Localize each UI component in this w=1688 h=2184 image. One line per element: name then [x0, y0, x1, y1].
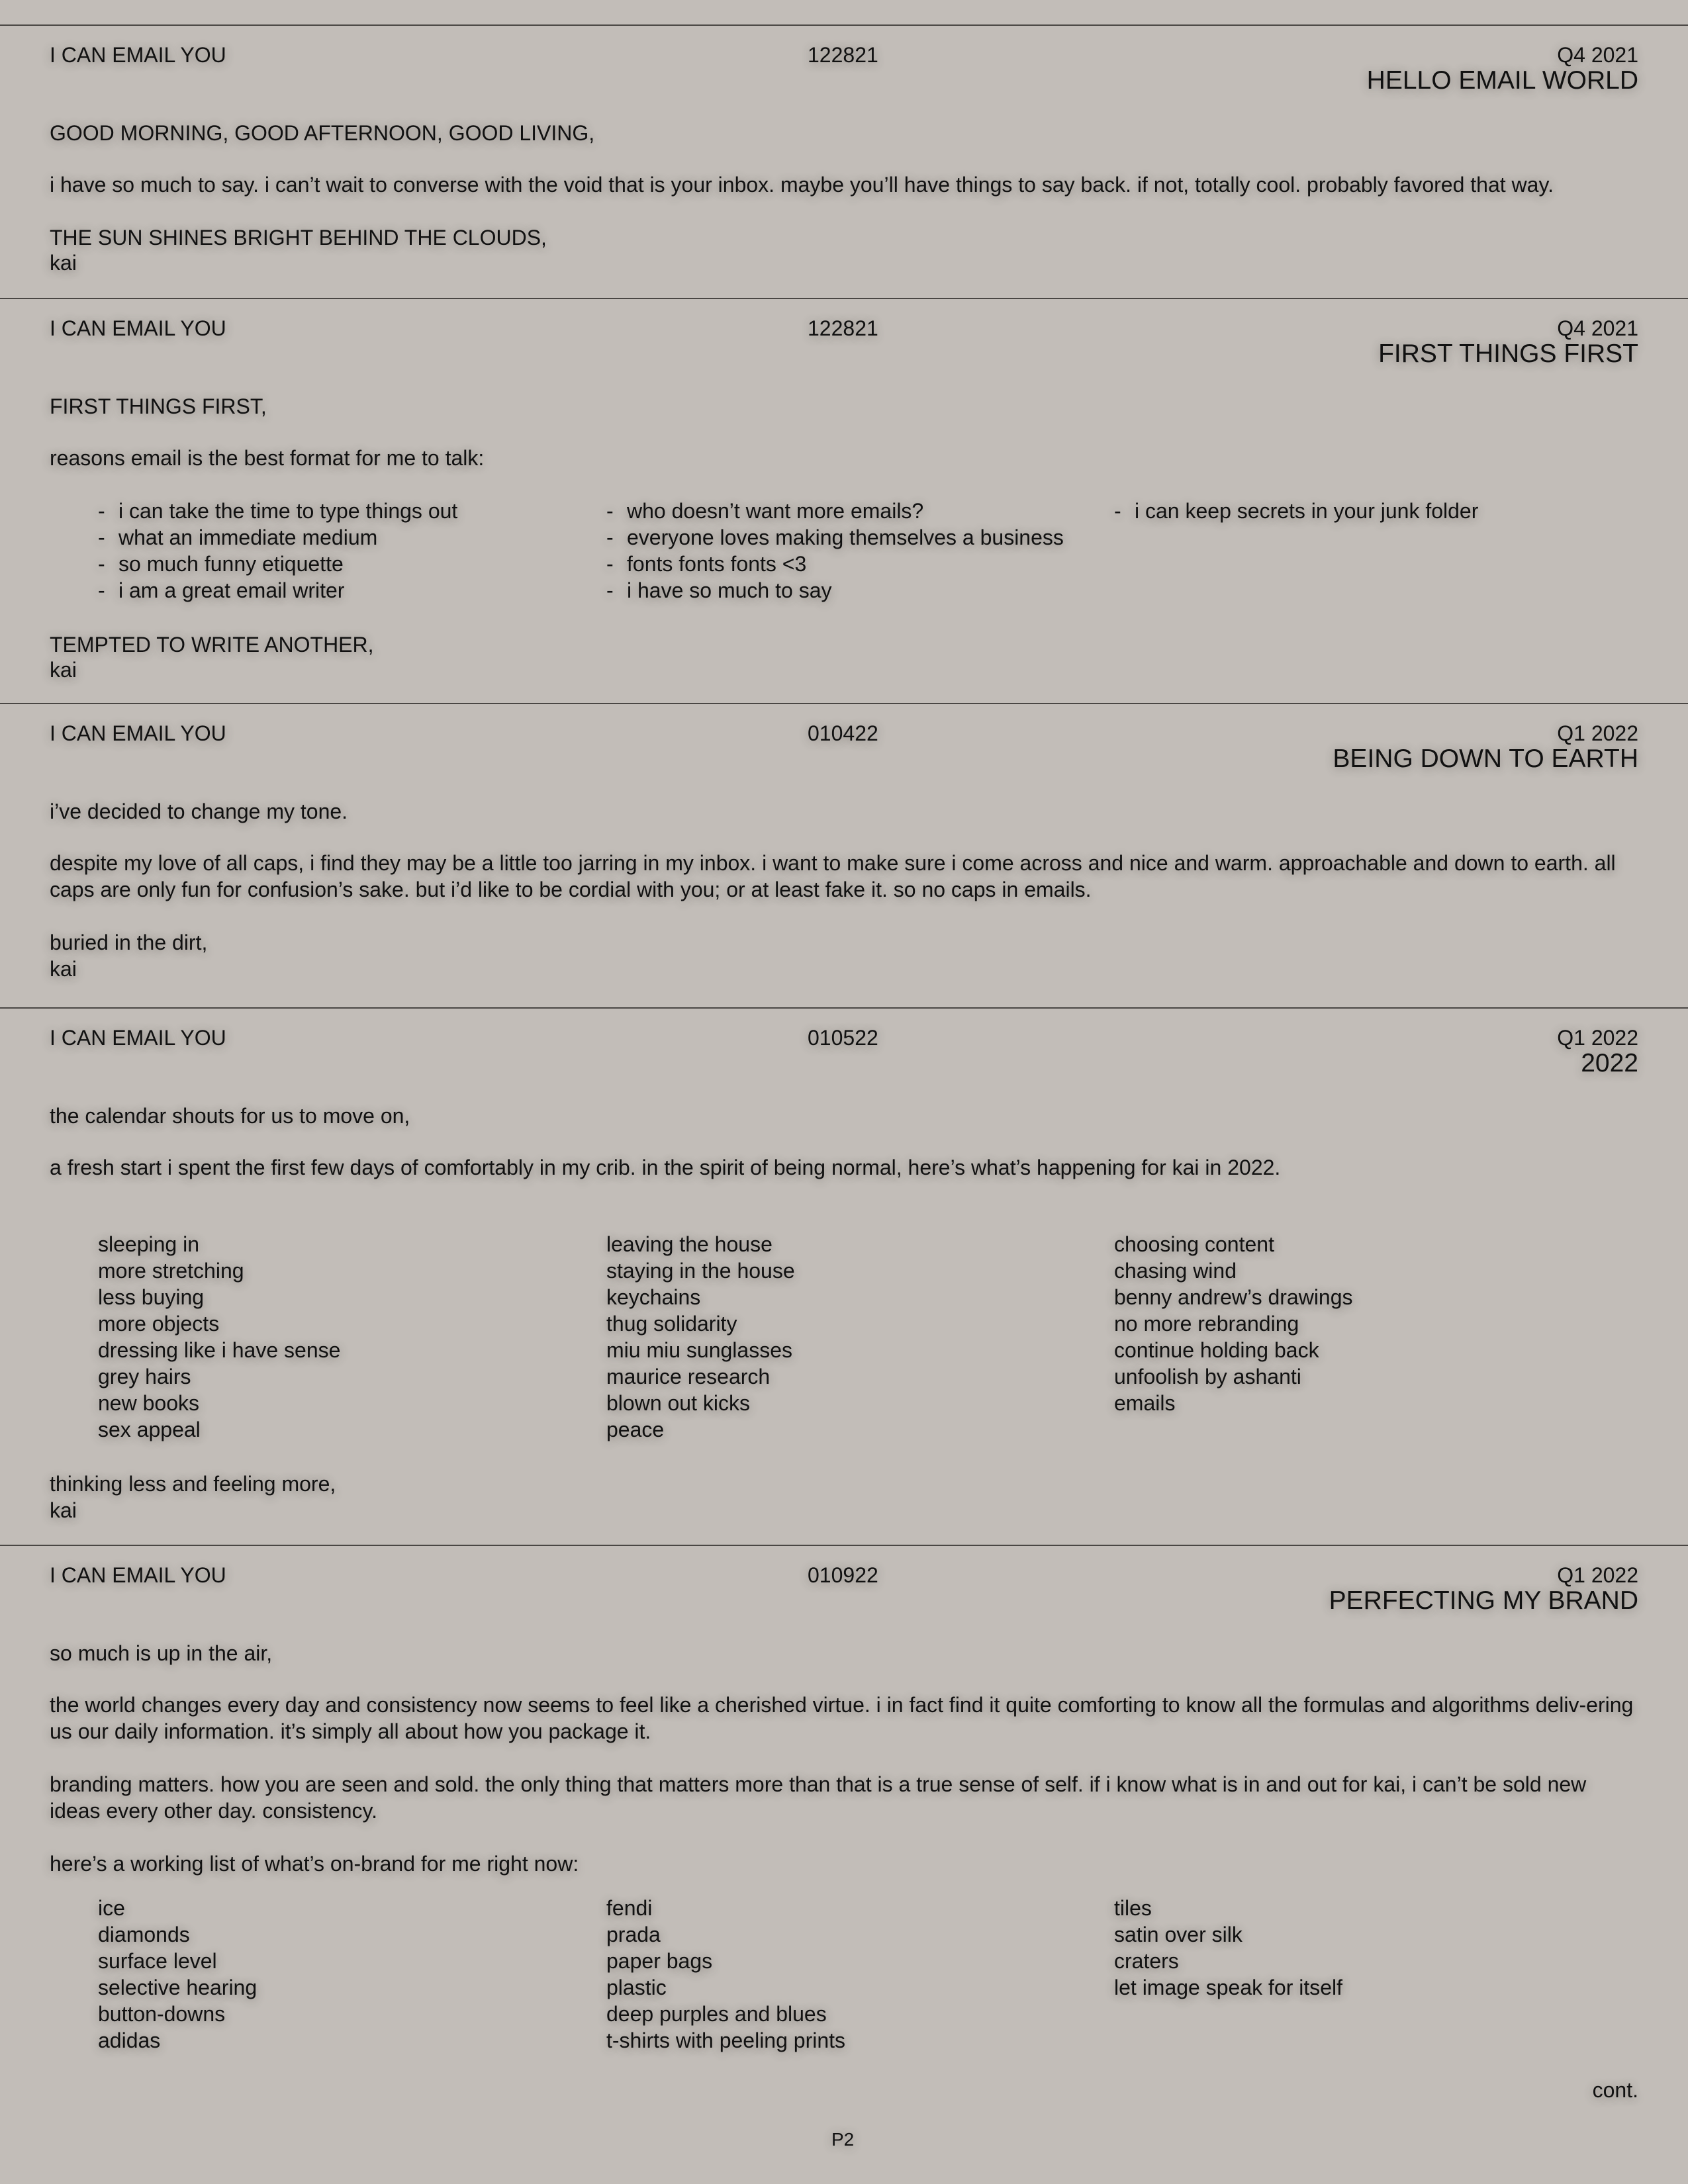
list-item: tiles — [1114, 1896, 1152, 1920]
list-item: - i am a great email writer — [98, 577, 457, 604]
signoff: THE SUN SHINES BRIGHT BEHIND THE CLOUDS, — [50, 226, 547, 250]
section-header — [0, 42, 1688, 68]
list-item: adidas — [98, 2028, 161, 2052]
list-item: satin over silk — [1114, 1923, 1243, 1946]
list-item: - i can take the time to type things out — [98, 498, 457, 524]
email-title: HELLO EMAIL WORLD — [1366, 66, 1638, 95]
signature-name: kai — [50, 957, 77, 981]
intro-text: here’s a working list of what’s on-brand for me right now: — [50, 1852, 579, 1876]
list-item: new books — [98, 1391, 199, 1415]
body-text: the world changes every day and consistency now seems to feel like a cherished virtue. i in fact find it quite comforting to know all the formulas and algorithms deliv-ering us our daily information. it’s simply all about how you package it. — [50, 1693, 1634, 1743]
date-code: 122821 — [808, 43, 878, 67]
body-text: despite my love of all caps, i find they may be a little too jarring in my inbox. i want to make sure i come across and nice and warm. approachable and down to earth. all caps are only fun for confusion’s sake. but i’d like to be cordial with you; or at least fake it. so no caps in emails. — [50, 851, 1616, 901]
list-item: diamonds — [98, 1923, 190, 1946]
signoff: thinking less and feeling more, — [50, 1472, 336, 1496]
section-header — [0, 1024, 1688, 1051]
list-item: staying in the house — [606, 1259, 795, 1283]
list-item: emails — [1114, 1391, 1176, 1415]
email-section-2022 — [0, 1007, 1688, 1545]
quarter-label: Q1 2022 — [1557, 721, 1638, 745]
section-header — [0, 1562, 1688, 1588]
quarter-label: Q4 2021 — [1557, 316, 1638, 340]
list-item: fendi — [606, 1896, 653, 1920]
list-item: choosing content — [1114, 1232, 1274, 1256]
brand-label: I CAN EMAIL YOU — [50, 721, 226, 745]
plans-list-col3 — [1114, 1231, 1353, 1416]
date-code: 122821 — [808, 316, 878, 340]
reasons-list-col1 — [98, 498, 457, 604]
email-title: PERFECTING MY BRAND — [1329, 1586, 1638, 1615]
greeting: the calendar shouts for us to move on, — [50, 1104, 410, 1128]
list-item: - i can keep secrets in your junk folder — [1114, 498, 1478, 524]
signature-name: kai — [50, 658, 77, 682]
list-item: blown out kicks — [606, 1391, 750, 1415]
body-text: a fresh start i spent the first few days of comfortably in my crib. in the spirit of being normal, here’s what’s happening for kai in 2022. — [50, 1156, 1281, 1179]
list-item: less buying — [98, 1285, 205, 1309]
list-item: sex appeal — [98, 1418, 201, 1441]
list-item: unfoolish by ashanti — [1114, 1365, 1301, 1388]
quarter-label: Q1 2022 — [1557, 1563, 1638, 1587]
list-item: surface level — [98, 1949, 217, 1973]
list-item: plastic — [606, 1976, 667, 1999]
date-code: 010922 — [808, 1563, 878, 1587]
reasons-list-col3 — [1114, 498, 1478, 524]
list-item: chasing wind — [1114, 1259, 1237, 1283]
list-item: button-downs — [98, 2002, 226, 2026]
brand-list-col1 — [98, 1895, 257, 2054]
list-item: sleeping in — [98, 1232, 199, 1256]
list-item: craters — [1114, 1949, 1179, 1973]
greeting: FIRST THINGS FIRST, — [50, 394, 267, 418]
list-item: thug solidarity — [606, 1312, 737, 1336]
brand-list-col2 — [606, 1895, 845, 2054]
email-title: 2022 — [1581, 1049, 1638, 1077]
list-item: let image speak for itself — [1114, 1976, 1343, 1999]
reasons-list-col2 — [606, 498, 1064, 604]
list-item: leaving the house — [606, 1232, 773, 1256]
email-section-brand — [0, 1545, 1688, 2184]
plans-list-col2 — [606, 1231, 795, 1443]
date-code: 010522 — [808, 1026, 878, 1050]
signoff: TEMPTED TO WRITE ANOTHER, — [50, 633, 374, 657]
brand-label: I CAN EMAIL YOU — [50, 43, 226, 67]
list-item: miu miu sunglasses — [606, 1338, 792, 1362]
brand-list-col3 — [1114, 1895, 1342, 2001]
list-item: peace — [606, 1418, 665, 1441]
email-title: FIRST THINGS FIRST — [1378, 340, 1638, 368]
date-code: 010422 — [808, 721, 878, 745]
signoff: buried in the dirt, — [50, 931, 208, 954]
list-item: keychains — [606, 1285, 701, 1309]
signature-name: kai — [50, 1498, 77, 1522]
continued-label: cont. — [1592, 2078, 1638, 2102]
body-text: i have so much to say. i can’t wait to converse with the void that is your inbox. maybe you’ll have things to say back. if not, totally cool. probably favored that way. — [50, 173, 1554, 197]
email-section-down-to-earth — [0, 703, 1688, 1007]
greeting: GOOD MORNING, GOOD AFTERNOON, GOOD LIVING, — [50, 121, 595, 145]
page-number: P2 — [831, 2129, 855, 2150]
list-item: more objects — [98, 1312, 220, 1336]
list-item: no more rebranding — [1114, 1312, 1299, 1336]
section-header — [0, 720, 1688, 747]
list-item: benny andrew’s drawings — [1114, 1285, 1353, 1309]
list-item: ice — [98, 1896, 125, 1920]
list-item: prada — [606, 1923, 661, 1946]
quarter-label: Q1 2022 — [1557, 1026, 1638, 1050]
list-item: maurice research — [606, 1365, 771, 1388]
list-item: - who doesn’t want more emails? — [606, 498, 1064, 524]
list-item: selective hearing — [98, 1976, 258, 1999]
greeting: so much is up in the air, — [50, 1641, 273, 1665]
email-section-hello — [0, 24, 1688, 298]
list-item: - fonts fonts fonts <3 — [606, 551, 1064, 577]
list-item: grey hairs — [98, 1365, 191, 1388]
brand-label: I CAN EMAIL YOU — [50, 316, 226, 340]
email-section-first-things — [0, 298, 1688, 703]
list-item: - i have so much to say — [606, 577, 1064, 604]
brand-label: I CAN EMAIL YOU — [50, 1563, 226, 1587]
section-header — [0, 315, 1688, 341]
body-text-2: branding matters. how you are seen and sold. the only thing that matters more than that is a true sense of self. if i know what is in and out for kai, i can’t be sold new ideas every other day. consistency. — [50, 1772, 1587, 1823]
list-item: t-shirts with peeling prints — [606, 2028, 846, 2052]
list-item: - so much funny etiquette — [98, 551, 457, 577]
list-item: more stretching — [98, 1259, 244, 1283]
signature-name: kai — [50, 251, 77, 275]
list-item: paper bags — [606, 1949, 713, 1973]
list-item: dressing like i have sense — [98, 1338, 341, 1362]
quarter-label: Q4 2021 — [1557, 43, 1638, 67]
list-item: - everyone loves making themselves a business — [606, 524, 1064, 551]
list-item: deep purples and blues — [606, 2002, 827, 2026]
intro-text: reasons email is the best format for me to talk: — [50, 446, 485, 470]
plans-list-col1 — [98, 1231, 340, 1443]
list-item: continue holding back — [1114, 1338, 1319, 1362]
email-title: BEING DOWN TO EARTH — [1333, 745, 1638, 773]
greeting: i’ve decided to change my tone. — [50, 799, 348, 823]
list-item: - what an immediate medium — [98, 524, 457, 551]
brand-label: I CAN EMAIL YOU — [50, 1026, 226, 1050]
